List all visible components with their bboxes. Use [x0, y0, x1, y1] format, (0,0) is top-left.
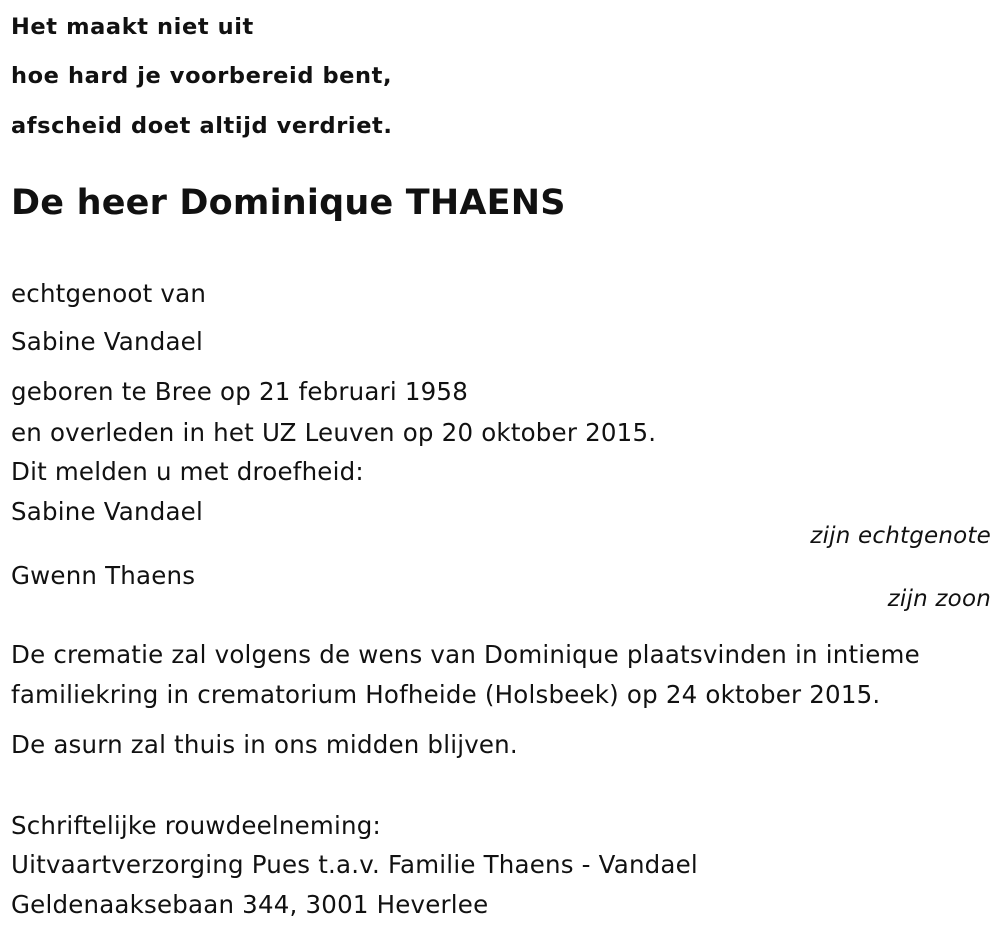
- spouse-name: Sabine Vandael: [11, 327, 203, 356]
- mourners-intro: Dit melden u met droefheid:: [11, 457, 364, 486]
- condolence-address: Geldenaaksebaan 344, 3001 Heverlee: [11, 890, 489, 919]
- cremation-line-1: De crematie zal volgens de wens van Dominique plaatsvinden in intieme: [11, 640, 920, 669]
- death-line: en overleden in het UZ Leuven op 20 oktober 2015.: [11, 418, 657, 447]
- condolence-addressee: Uitvaartverzorging Pues t.a.v. Familie Thaens - Vandael: [11, 850, 698, 879]
- poem-line-1: Het maakt niet uit: [11, 14, 254, 40]
- deceased-name: De heer Dominique THAENS: [11, 183, 566, 223]
- condolence-intro: Schriftelijke rouwdeelneming:: [11, 811, 381, 840]
- mourner-relation: zijn zoon: [887, 586, 991, 612]
- spouse-intro: echtgenoot van: [11, 279, 207, 308]
- mourner-relation: zijn echtgenote: [810, 523, 991, 549]
- mourner-name: Sabine Vandael: [11, 497, 203, 526]
- poem-line-3: afscheid doet altijd verdriet.: [11, 113, 393, 139]
- cremation-line-2: familiekring in crematorium Hofheide (Holsbeek) op 24 oktober 2015.: [11, 680, 881, 709]
- urn-line: De asurn zal thuis in ons midden blijven.: [11, 730, 518, 759]
- mourner-name: Gwenn Thaens: [11, 561, 196, 590]
- poem-line-2: hoe hard je voorbereid bent,: [11, 63, 393, 89]
- birth-line: geboren te Bree op 21 februari 1958: [11, 377, 469, 406]
